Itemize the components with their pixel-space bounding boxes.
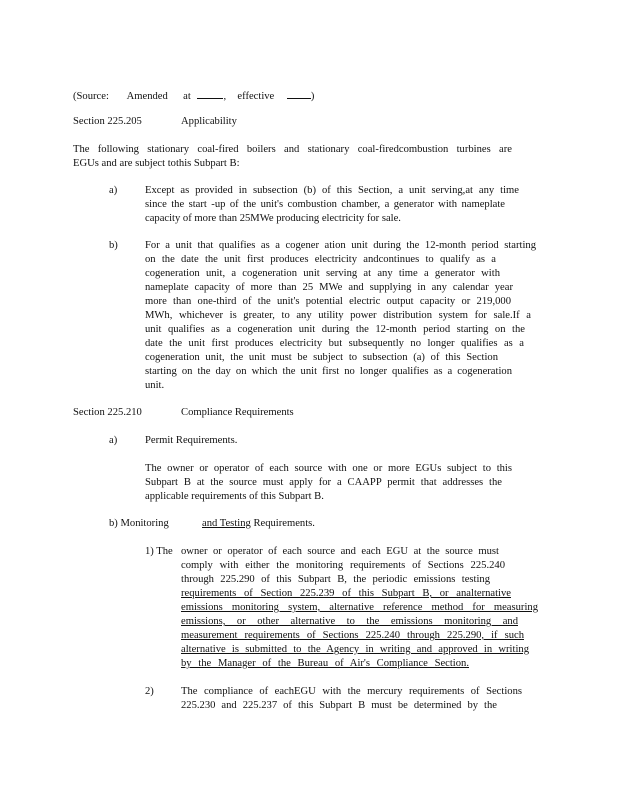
section-205-intro-line-2: EGUs and are subject tothis Subpart B: bbox=[73, 158, 240, 169]
effective-date-blank bbox=[287, 87, 311, 99]
source-close: ) bbox=[310, 91, 315, 102]
subsection-b-line: on the date the unit first produces electricity andcontinues to qualify as a bbox=[145, 254, 496, 265]
subsection-a-line: since the start -up of the unit's combustion chamber, a generator with nameplate bbox=[145, 199, 505, 210]
subsection-a-line: Except as provided in subsection (b) of this Section, a unit serving,at any time bbox=[145, 185, 519, 196]
monitoring-heading-rest: Requirements. bbox=[250, 518, 315, 529]
section-210-title: Compliance Requirements bbox=[181, 407, 294, 418]
subsection-b-line: more than one-third of the unit's potential electric output capacity or 219,000 bbox=[145, 296, 511, 307]
section-205-number: Section 225.205 bbox=[73, 116, 142, 127]
subsection-b-line: For a unit that qualifies as a cogener ation unit during the 12-month period starting bbox=[145, 240, 536, 251]
item-1-underlined-line: emissions, or other alternative to the emissions monitoring and bbox=[181, 616, 518, 627]
source-amended: Amended bbox=[126, 91, 168, 102]
monitoring-heading bbox=[202, 517, 315, 531]
item-1-underlined-line: requirements of Section 225.239 of this Subpart B, or analternative bbox=[181, 588, 511, 599]
source-note bbox=[73, 87, 314, 104]
subsection-b-line: starting on the day on which the unit first no longer qualifies as a cogeneration bbox=[145, 366, 512, 377]
permit-line: The owner or operator of each source with one or more EGUs subject to this bbox=[145, 463, 512, 474]
item-1-line: comply with either the monitoring requirements of Sections 225.240 bbox=[181, 560, 505, 571]
item-2-line: 225.230 and 225.237 of this Subpart B must be determined by the bbox=[181, 700, 497, 711]
subsection-b-line: MWh, whichever is greater, to any utility power distribution system for sale.If a bbox=[145, 310, 531, 321]
subsection-b-line: date the unit first produces electricity but subsequently no longer qualifies as a bbox=[145, 338, 524, 349]
source-at: at bbox=[183, 91, 191, 102]
source-comma: , bbox=[223, 91, 227, 102]
item-1-underlined-line: measurement requirements of Sections 225.240 through 225.290, if such bbox=[181, 630, 524, 641]
subsection-b-line: nameplate capacity of more than 25 MWe and supplying in any calendar year bbox=[145, 282, 513, 293]
item-1-first-line: owner or operator of each source and each EGU at the source must bbox=[181, 546, 499, 557]
source-open: (Source: bbox=[73, 91, 109, 102]
section-205-intro-line-1: The following stationary coal-fired boilers and stationary coal-firedcombustion turbines are bbox=[73, 144, 512, 155]
subsection-b-line: cogeneration unit, a cogeneration unit serving at any time a generator with bbox=[145, 268, 500, 279]
permit-line: applicable requirements of this Subpart B. bbox=[145, 491, 324, 502]
subsection-b-line: cogeneration unit, the unit must be subject to subsection (a) of this Section bbox=[145, 352, 498, 363]
section-205-title: Applicability bbox=[181, 116, 237, 127]
amended-date-blank bbox=[197, 87, 223, 99]
item-1-label: 1) The bbox=[145, 546, 173, 557]
permit-heading: Permit Requirements. bbox=[145, 435, 238, 446]
item-2-line: The compliance of eachEGU with the mercury requirements of Sections bbox=[181, 686, 522, 697]
item-1-underlined-line: alternative is submitted to the Agency in writing and approved in writing bbox=[181, 644, 529, 655]
item-2-label: 2) bbox=[145, 686, 154, 697]
subsection-b-line: unit. bbox=[145, 380, 165, 391]
item-1-underlined-line: emissions monitoring system, alternative reference method for measuring bbox=[181, 602, 538, 613]
permit-label: a) bbox=[109, 435, 118, 446]
monitoring-heading-underlined: and Testing bbox=[202, 518, 251, 529]
source-effective: effective bbox=[237, 91, 275, 102]
item-1-underlined-line: by the Manager of the Bureau of Air's Compliance Section. bbox=[181, 658, 469, 669]
permit-line: Subpart B at the source must apply for a CAAPP permit that addresses the bbox=[145, 477, 502, 488]
subsection-b-label: b) bbox=[109, 240, 118, 251]
item-1-line: through 225.290 of this Subpart B, the periodic emissions testing bbox=[181, 574, 490, 585]
section-210-number: Section 225.210 bbox=[73, 407, 142, 418]
subsection-a-label: a) bbox=[109, 185, 118, 196]
subsection-a-line: capacity of more than 25MWe producing electricity for sale. bbox=[145, 213, 401, 224]
subsection-b-line: unit qualifies as a cogeneration unit during the 12-month period starting on the bbox=[145, 324, 525, 335]
monitoring-label: b) Monitoring bbox=[109, 518, 169, 529]
